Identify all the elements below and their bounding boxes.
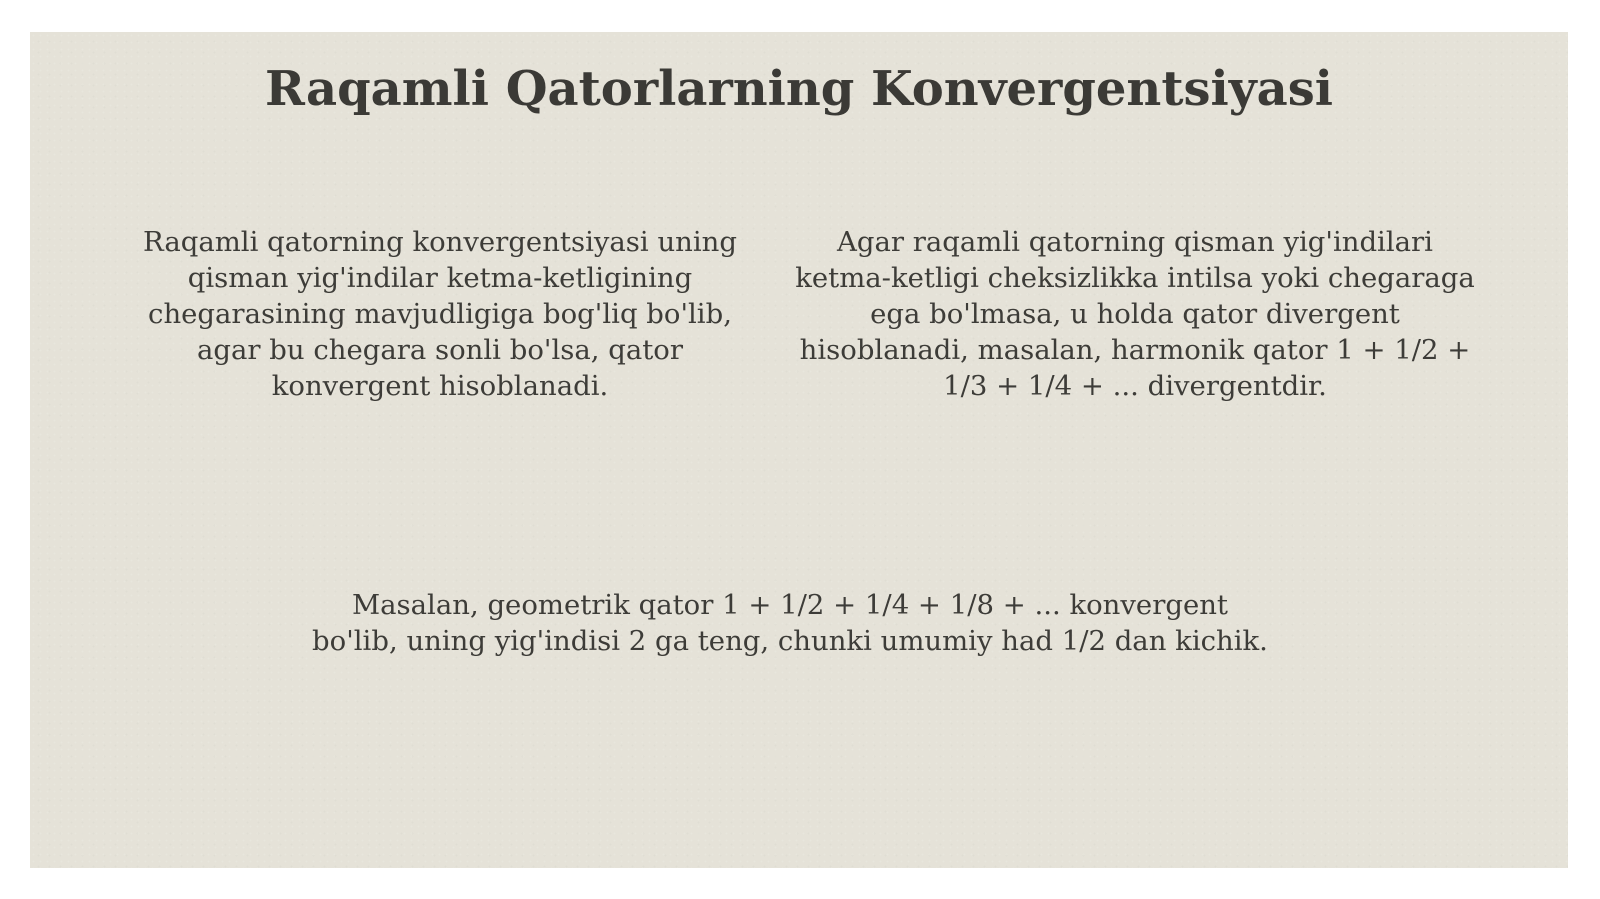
left-paragraph: Raqamli qatorning konvergentsiyasi uning qisman yig'indilar ketma-ketligining chegarasining mavjudligiga bog'liq bo'lib, agar bu chegara sonli bo'lsa, qator konvergent hisoblanadi. <box>142 226 737 402</box>
right-paragraph: Agar raqamli qatorning qisman yig'indilari ketma-ketligi cheksizlikka intilsa yoki chegaraga ega bo'lmasa, u holda qator divergent hisoblanadi, masalan, harmonik qator 1 + 1/2 + 1/3 + 1/4 + ... divergentdir. <box>795 226 1475 402</box>
bottom-paragraph: Masalan, geometrik qator 1 + 1/2 + 1/4 + 1/8 + ... konvergent bo'lib, uning yig'indisi 2 ga teng, chunki umumiy had 1/2 dan kichik. <box>312 589 1268 657</box>
slide-title: Raqamli Qatorlarning Konvergentsiyasi <box>264 61 1334 117</box>
slide <box>30 32 1568 868</box>
